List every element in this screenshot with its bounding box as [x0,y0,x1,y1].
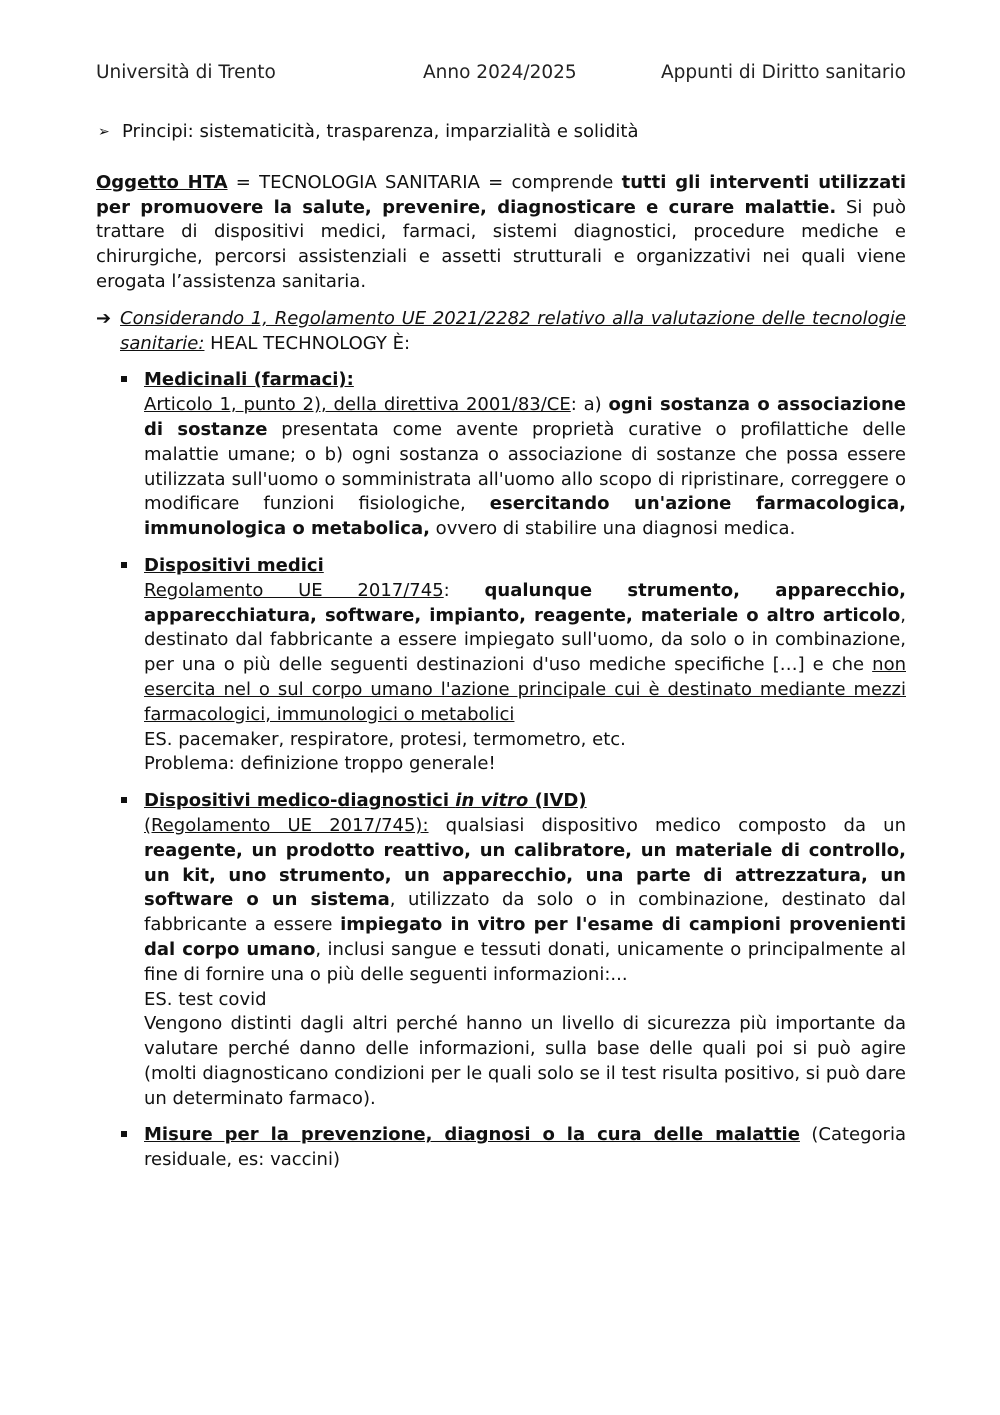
medicinali-bold-2: esercitando un'azione farmacologica, immunologica o metabolica, [144,493,906,540]
considerando-block [96,307,906,357]
square-bullet-icon [121,797,127,803]
medicinali-text-1: : a) [570,394,609,416]
ivd-title-a: Dispositivi medico-diagnostici [144,790,456,812]
ivd-text-1: qualsiasi dispositivo medico composto da un [428,814,906,836]
dispositivi-bold-1: qualunque strumento, apparecchio, apparecchiatura, software, impianto, reagente, materiale o altro articolo [144,579,906,626]
considerando-text: HEAL TECHNOLOGY È: [204,332,411,354]
technology-list [96,368,906,1173]
ivd-bold-2: impiegato in vitro per l'esame di campioni provenienti dal corpo umano [144,914,906,960]
misure-text: (Categoria residuale, es: vaccini) [144,1124,906,1171]
medicinali-text-3: ovvero di stabilire una diagnosi medica. [429,518,796,540]
dispositivi-text-2: , destinato dal fabbricante a essere impiegato sull'uomo, da solo o in combinazione, per una o più delle seguenti destinazioni d'uso mediche specifiche […] e che [144,604,906,676]
ivd-reference: (Regolamento UE 2017/745): [144,814,429,836]
ivd-title-italic: in vitro [455,790,529,812]
square-bullet-icon [121,1131,127,1137]
dispositivi-underlined: non esercita nel o sul corpo umano l'azione principale cui è destinato mediante mezzi farmacologici, immunologici o metabolici [144,654,906,725]
list-item-medicinali [144,368,906,542]
ivd-example: ES. test covid [144,988,267,1010]
dispositivi-reference: Regolamento UE 2017/745 [144,579,444,601]
dispositivi-problem: Problema: definizione troppo generale! [144,753,496,775]
medicinali-bold-1: ogni sostanza o associazione di sostanze [144,394,907,440]
header-course: Appunti di Diritto sanitario [661,62,906,83]
misure-title: Misure per la prevenzione, diagnosi o la cura delle malattie [144,1124,800,1146]
oggetto-text-1: = TECNOLOGIA SANITARIA = comprende [227,171,622,193]
square-bullet-icon [121,376,127,382]
arrowhead-bullet-icon: ➢ [98,124,110,140]
considerando-reference: Considerando 1, Regolamento UE 2021/2282 relativo alla valutazione delle tecnologie sanitarie: [120,307,906,354]
ivd-title [144,790,587,811]
page-header [96,61,906,85]
dispositivi-title: Dispositivi medici [144,554,324,576]
medicinali-title: Medicinali (farmaci): [144,369,354,391]
right-arrow-icon: ➔ [96,307,112,329]
oggetto-paragraph [96,171,906,295]
page-content [96,120,906,1173]
dispositivi-text-1: : [443,579,485,601]
ivd-bold-1: reagente, un prodotto reattivo, un calibratore, un materiale di controllo, un kit, uno strumento, un apparecchio, una parte di attrezzatura, un software o un sistema [144,839,906,911]
oggetto-label: Oggetto HTA [96,171,228,193]
dispositivi-example: ES. pacemaker, respiratore, protesi, termometro, etc. [144,728,626,750]
list-item-misure [144,1123,906,1173]
header-university: Università di Trento [96,62,276,83]
square-bullet-icon [121,562,127,568]
header-year: Anno 2024/2025 [423,62,577,83]
list-item-dispositivi [144,554,906,777]
medicinali-reference: Articolo 1, punto 2), della direttiva 2001/83/CE [144,394,571,416]
ivd-title-b: (IVD) [528,790,587,812]
oggetto-text-2: Si può trattare di dispositivi medici, farmaci, sistemi diagnostici, procedure mediche e chirurgiche, percorsi assistenziali e assetti strutturali e organizzativi nei quali viene erogata l’assistenza sanitaria. [96,196,906,292]
ivd-text-2: , utilizzato da solo o in combinazione, destinato dal fabbricante a essere [144,889,907,936]
principi-text: Principi: sistematicità, trasparenza, imparzialità e solidità [122,121,639,142]
medicinali-text-2: presentata come avente proprietà curative o profilattiche delle malattie umane; o b) ogni sostanza o associazione di sostanze che possa essere utilizzata sull'uomo o somministrata all'uomo allo scopo di ripristinare, correggere o modificare funzioni fisiologiche, [144,418,906,515]
oggetto-bold: tutti gli interventi utilizzati per promuovere la salute, prevenire, diagnosticare e curare malattie. [96,171,907,218]
ivd-note: Vengono distinti dagli altri perché hanno un livello di sicurezza più importante da valutare perché danno delle informazioni, sulla base delle quali poi si può agire (molti diagnosticano condizioni per le quali solo se il test risulta positivo, si può dare un determinato farmaco). [144,1013,907,1109]
list-item-ivd [144,789,906,1111]
principi-bullet [96,120,906,145]
ivd-text-3: , inclusi sangue e tessuti donati, unicamente o principalmente al fine di fornire una o più delle seguenti informazioni:... [144,938,907,985]
